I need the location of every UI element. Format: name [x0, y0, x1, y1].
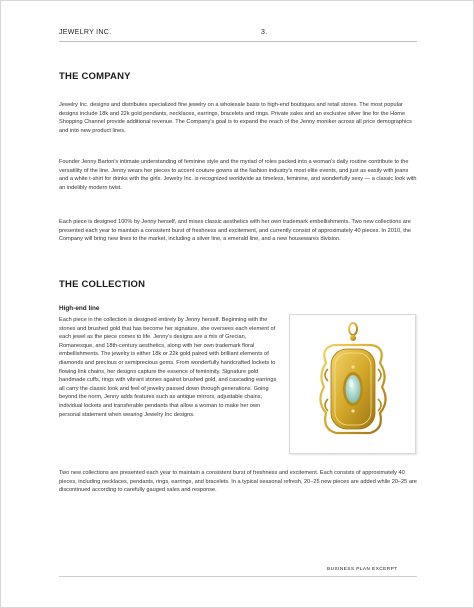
collection-heading: THE COLLECTION: [59, 279, 146, 290]
company-paragraph-2: Founder Jenny Barton's intimate understanding of feminine style and the myriad of roles packed into a woman's daily routine contribute to the versatility of the line. Jenny wears her pieces to accent couture gowns at the fashion industry's most elite events, and just as easily with jeans and a white t-shirt for drinks with the girls. Jewelry Inc. is recognized worldwide as timeless, feminine, and wonderfully sexy — a classic look with an indelibly modern twist.: [59, 159, 417, 191]
header-company-name: JEWELRY INC.: [59, 29, 112, 36]
footer-divider: [59, 576, 417, 577]
header-divider: [59, 41, 417, 42]
company-paragraph-1: Jewelry Inc. designs and distributes specialized fine jewelry on a wholesale basis to high-end boutiques and retail stores. The most popular designs include 18k and 22k gold pendants, necklaces, earrings, bracelets and rings. Private sales and an exclusive silver line for the Home Shopping Channel provide additional revenue. The Company's goal is to expand the reach of the Jenny moniker across all price demographics and into new product lines.: [59, 102, 412, 134]
header-page-number: 3.: [261, 29, 268, 36]
collection-paragraph-2: Two new collections are presented each year to maintain a consistent burst of freshness and excitement. Each consists of approximately 40 pieces, including necklaces, pendants, rings, earrings, and bracelets. In a typical seasonal refresh, 20–25 new pieces are added while 20–25 are discontinued according to carefully gauged sales and response.: [59, 470, 417, 494]
page-footer-label: BUSINESS PLAN EXCERPT: [327, 567, 398, 572]
company-paragraph-3: Each piece is designed 100% by Jenny herself, and mixes classic aesthetics with her own trademark embellishments. Two new collections are presented each year to maintain a consistent burst of freshness and excitement, and currently consist of approximately 40 pieces. In 2010, the Company will bring new lines to the market, including a silver line, a emerald line, and a new housewares division.: [59, 219, 411, 243]
company-heading: THE COMPANY: [59, 71, 131, 82]
collection-subheading: High-end line: [59, 305, 100, 312]
pendant-photo: [289, 314, 416, 454]
collection-paragraph-1: Each piece in the collection is designed entirely by Jenny herself. Beginning with the stones and brushed gold that has become her signature, she oversees each element of each jewel as the piece comes to life. Jenny's designs are a mix of Grecian, Romanesque, and 18th-century aesthetics, along with her own trademark floral embellishments. The jewelry is either 18k or 22k gold paired with brilliant elements of diamonds and precious or semiprecious gems. From wonderfully handcrafted lockets to flowing link chains, her designs capture the essence of femininity. Signature gold handmade cuffs, rings with vibrant stones against brushed gold, and cascading earrings all carry the classic look and feel of jewelry passed down through generations. Going beyond the norm, Jenny adds features such as antique mirrors, adjustable chains, individual lockets and transferable pendants that allow a woman to make her own personal statement when wearing Jewelry Inc designs.: [59, 317, 277, 418]
gold-pendant-image: [290, 315, 417, 455]
